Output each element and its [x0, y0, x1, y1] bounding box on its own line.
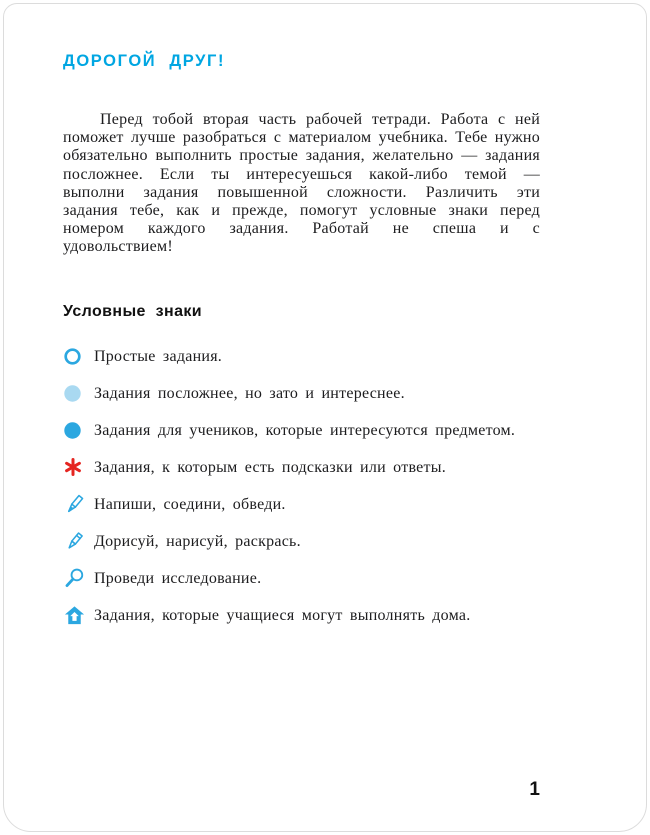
legend-item-label: Дорисуй, нарисуй, раскрась. — [94, 532, 301, 550]
legend-item — [63, 345, 540, 368]
legend-item-label: Задания для учеников, которые интересуются предметом. — [94, 421, 516, 439]
light-filled-circle-icon — [63, 382, 94, 405]
legend-item — [63, 604, 540, 627]
magnifier-icon — [63, 567, 94, 590]
legend-title: Условные знаки — [63, 302, 203, 320]
filled-circle-icon — [63, 419, 94, 442]
intro-paragraph: Перед тобой вторая часть рабочей тетради. Работа с ней поможет лучше разобраться с материалом учебника. Тебе нужно обязательно выполнить простые задания, желательно — задания посложнее. Если ты интересуешься какой-либо темой — выполни задания повышенной сложности. Различить эти задания тебе, как и прежде, помогут условные знаки перед номером каждого задания. Работай не спеша и с удовольствием! — [63, 111, 540, 256]
home-icon — [63, 604, 94, 627]
legend-item — [63, 456, 540, 479]
pen-icon — [63, 493, 94, 516]
legend-item-label: Простые задания. — [94, 347, 223, 365]
open-circle-icon — [63, 345, 94, 368]
asterisk-icon — [63, 456, 94, 479]
legend-item — [63, 419, 540, 442]
legend-item-label: Задания посложнее, но зато и интереснее. — [94, 384, 405, 402]
page-content — [63, 0, 540, 627]
legend-item-label: Проведи исследование. — [94, 569, 262, 587]
page-title: ДОРОГОЙ ДРУГ! — [63, 52, 226, 70]
page-number: 1 — [529, 779, 540, 800]
legend-item — [63, 530, 540, 553]
legend-list — [63, 345, 540, 627]
legend-item — [63, 567, 540, 590]
legend-item-label: Задания, которые учащиеся могут выполнять дома. — [94, 606, 471, 624]
legend-item-label: Задания, к которым есть подсказки или ответы. — [94, 458, 446, 476]
legend-item — [63, 382, 540, 405]
pencil-icon — [63, 530, 94, 553]
legend-item — [63, 493, 540, 516]
legend-item-label: Напиши, соедини, обведи. — [94, 495, 286, 513]
